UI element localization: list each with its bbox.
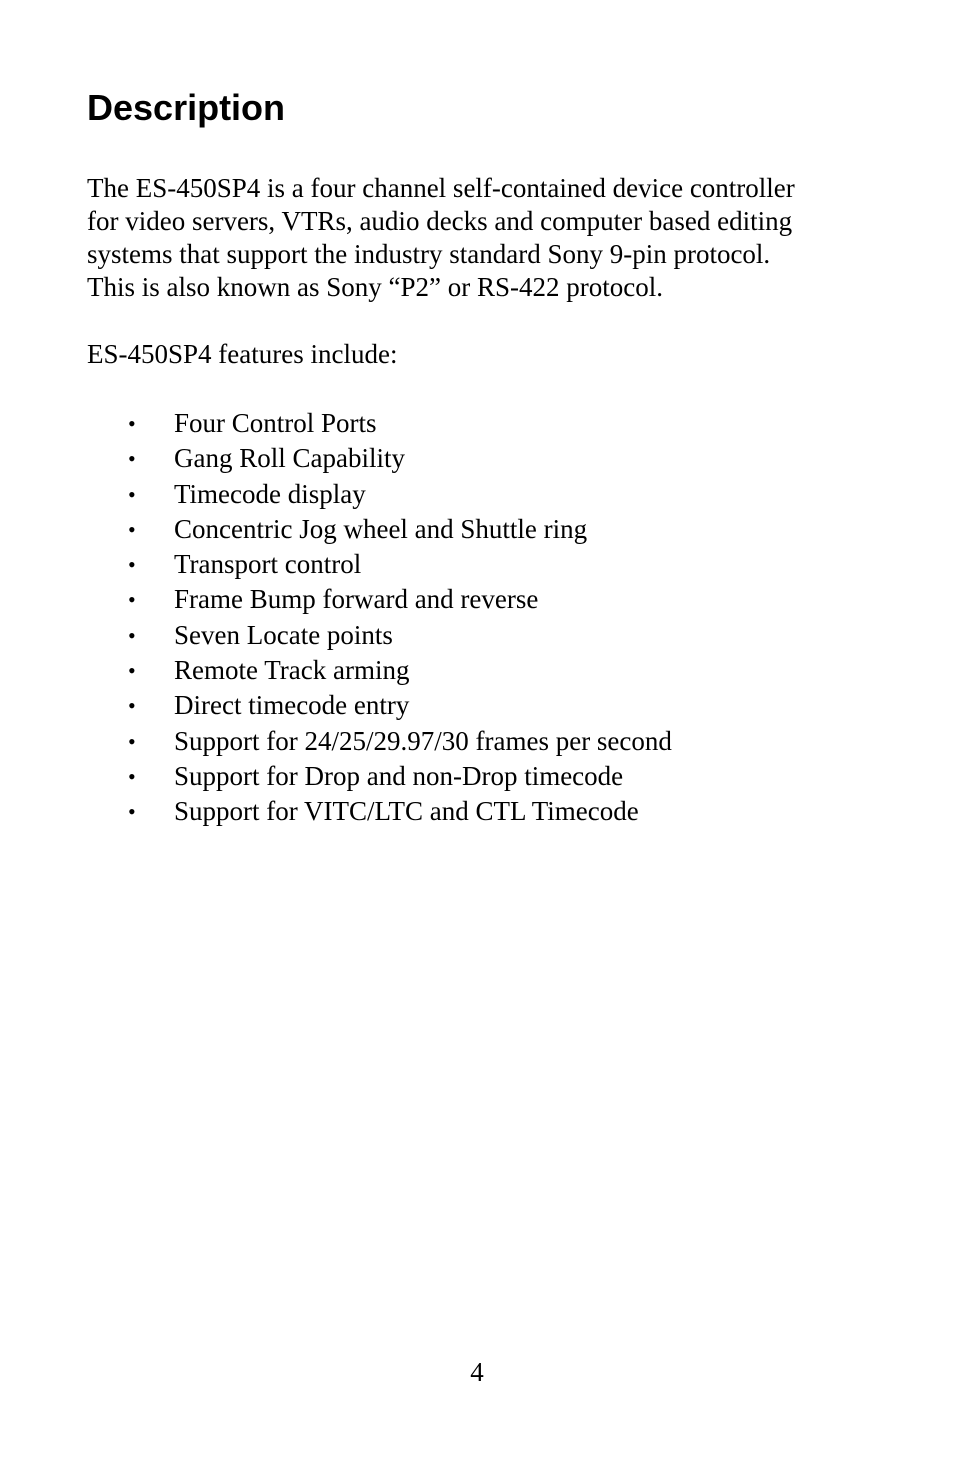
feature-text: Support for 24/25/29.97/30 frames per second	[174, 725, 672, 756]
feature-text: Frame Bump forward and reverse	[174, 584, 539, 615]
feature-text: Concentric Jog wheel and Shuttle ring	[174, 513, 588, 544]
feature-text: Four Control Ports	[174, 408, 377, 438]
intro-line: The ES-450SP4 is a four channel self-contained device controller	[87, 173, 795, 203]
features-lead: ES-450SP4 features include:	[87, 339, 398, 369]
bullet-icon: •	[128, 552, 136, 578]
bullet-icon: •	[128, 481, 136, 507]
bullet-icon: •	[128, 728, 136, 754]
feature-text: Support for Drop and non-Drop timecode	[174, 760, 624, 791]
feature-text: Direct timecode entry	[174, 690, 410, 721]
intro-paragraph	[87, 172, 887, 304]
bullet-icon: •	[128, 446, 136, 472]
bullet-icon: •	[128, 799, 136, 825]
bullet-icon: •	[128, 658, 136, 684]
feature-text: Seven Locate points	[174, 619, 393, 650]
bullet-icon: •	[128, 763, 136, 789]
feature-text: Remote Track arming	[174, 655, 410, 686]
bullet-icon: •	[128, 587, 136, 613]
intro-line: for video servers, VTRs, audio decks and computer based editing	[87, 206, 793, 236]
bullet-icon: •	[128, 411, 136, 436]
feature-text: Transport control	[174, 549, 362, 580]
page-number: 4	[470, 1357, 484, 1387]
bullet-icon: •	[128, 516, 136, 542]
section-heading: Description	[87, 87, 286, 128]
feature-text: Gang Roll Capability	[174, 443, 405, 474]
feature-text: Support for VITC/LTC and CTL Timecode	[174, 796, 639, 827]
feature-text: Timecode display	[174, 478, 366, 509]
intro-line: This is also known as Sony “P2” or RS-422 protocol.	[87, 272, 663, 302]
bullet-icon: •	[128, 622, 136, 648]
bullet-icon: •	[128, 693, 136, 719]
intro-line: systems that support the industry standard Sony 9-pin protocol.	[87, 239, 771, 269]
